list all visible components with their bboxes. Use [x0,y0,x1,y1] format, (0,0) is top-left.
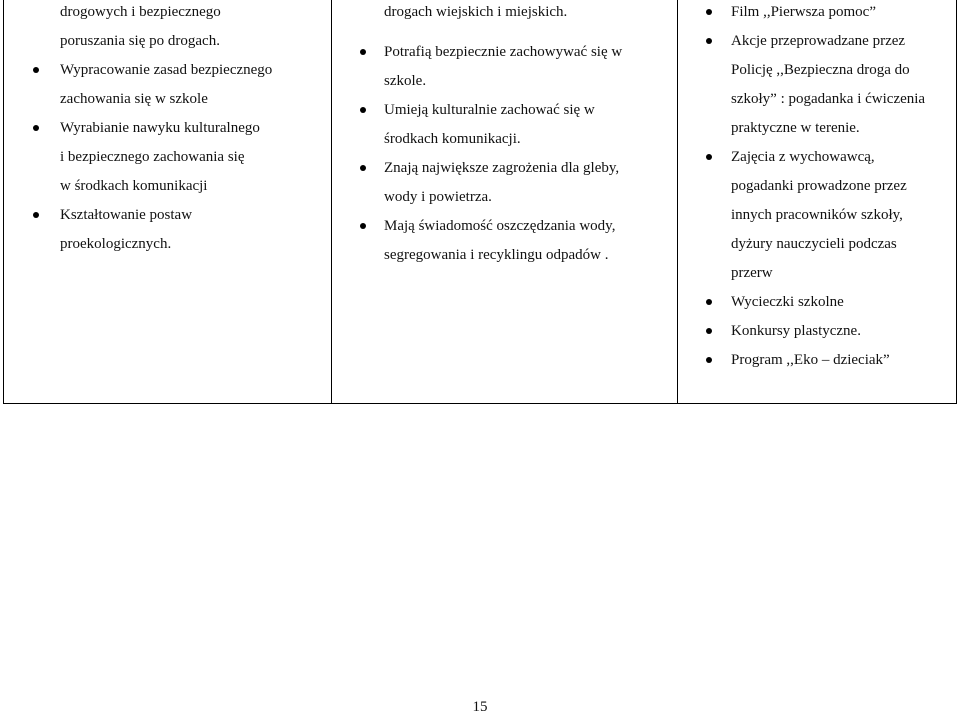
text-line: Umieją kulturalnie zachować się w [384,102,595,118]
bullet-icon [360,223,366,229]
text-line: Wyrabianie nawyku kulturalnego [60,120,260,136]
list-item [354,212,674,270]
text-line: Mają świadomość oszczędzania wody, [384,218,616,234]
text-line: w środkach komunikacji [60,178,208,194]
bullet-icon [360,49,366,55]
text-line: Znają największe zagrożenia dla gleby, [384,160,620,176]
list-item [28,114,328,201]
page-number: 15 [472,699,488,715]
list-item [28,201,328,259]
text-line: proekologicznych. [60,236,172,252]
bullet-icon [706,38,712,44]
list-item [28,0,328,56]
list-item [702,317,956,346]
column-activities [702,0,956,375]
text-line: poruszania się po drogach. [60,33,220,49]
content-table [3,0,957,404]
text-line: innych pracowników szkoły, [731,207,903,223]
list-item [354,0,674,27]
text-line: Policję ,,Bezpieczna droga do [731,62,910,78]
bullet-icon [33,212,39,218]
bullet-icon [706,154,712,160]
bullet-icon [706,357,712,363]
text-line: zachowania się w szkole [60,91,208,107]
text-line: Program ,,Eko – dzieciak” [731,352,890,368]
text-line: praktyczne w terenie. [731,120,860,136]
text-line: Film ,,Pierwsza pomoc” [731,4,876,20]
text-line: środkach komunikacji. [384,131,521,147]
list-item [354,154,674,212]
text-line: Akcje przeprowadzane przez [731,33,906,49]
text-line: Zajęcia z wychowawcą, [731,149,875,165]
bullet-icon [33,67,39,73]
text-line: drogowych i bezpiecznego [60,4,221,20]
bullet-icon [360,165,366,171]
text-line: przerw [731,265,773,281]
column-outcomes [354,0,674,270]
list-item [702,0,956,27]
text-line: szkole. [384,73,427,89]
text-line: Wycieczki szkolne [731,294,844,310]
list-item [28,56,328,114]
bullet-icon [33,125,39,131]
list-item [702,346,956,375]
text-line: wody i powietrza. [384,189,492,205]
column-divider-1 [331,0,332,403]
text-line: Wypracowanie zasad bezpiecznego [60,62,273,78]
text-line: Potrafią bezpiecznie zachowywać się w [384,44,623,60]
bullet-icon [706,299,712,305]
bullet-icon [706,9,712,15]
list-item [354,96,674,154]
text-line: Konkursy plastyczne. [731,323,861,339]
text-line: drogach wiejskich i miejskich. [384,4,568,20]
list-item [702,288,956,317]
bullet-icon [360,107,366,113]
column-objectives [28,0,328,259]
text-line: Kształtowanie postaw [60,207,193,223]
bullet-icon [706,328,712,334]
list-item [354,38,674,96]
text-line: dyżury nauczycieli podczas [731,236,897,252]
text-line: pogadanki prowadzone przez [731,178,907,194]
list-item [702,27,956,143]
text-line: segregowania i recyklingu odpadów . [384,247,609,263]
text-line: i bezpiecznego zachowania się [60,149,245,165]
list-item [702,143,956,288]
text-line: szkoły” : pogadanka i ćwiczenia [731,91,926,107]
column-divider-2 [677,0,678,403]
